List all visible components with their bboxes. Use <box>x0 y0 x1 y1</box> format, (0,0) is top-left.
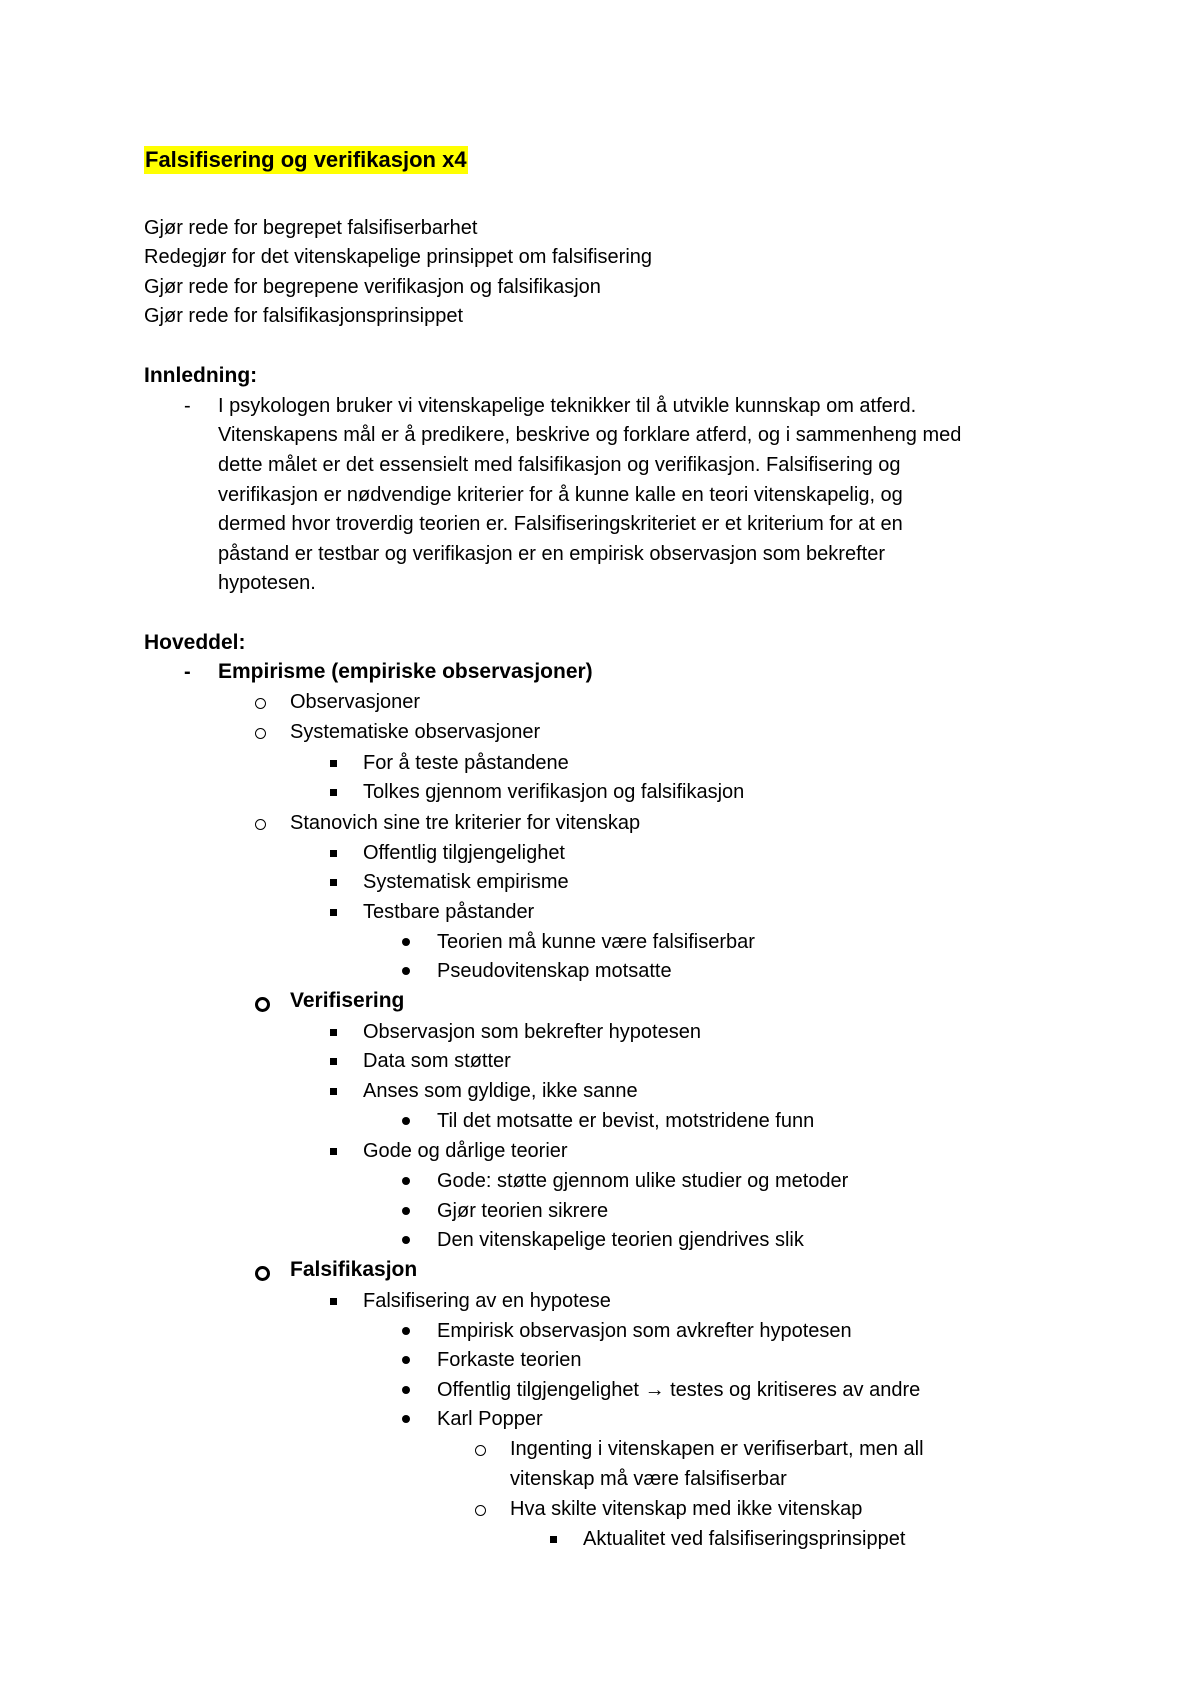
list-item: Falsifisering av en hypotese <box>363 1290 611 1312</box>
intro-line-7: hypotesen. <box>218 572 316 594</box>
circle-bullet-icon <box>255 997 270 1012</box>
intro-line-6: påstand er testbar og verifikasjon er en empirisk observasjon som bekrefter <box>218 543 885 565</box>
intro-line-3: dette målet er det essensielt med falsifikasjon og verifikasjon. Falsifisering og <box>218 454 901 476</box>
list-item-continued: vitenskap må være falsifiserbar <box>510 1468 787 1490</box>
dot-bullet-icon <box>402 1207 410 1215</box>
square-bullet-icon <box>330 760 337 767</box>
list-item: Ingenting i vitenskapen er verifiserbart, men all <box>510 1438 924 1460</box>
list-item: Karl Popper <box>437 1408 543 1430</box>
square-bullet-icon <box>330 909 337 916</box>
list-item: Testbare påstander <box>363 901 535 923</box>
dash-marker: - <box>184 395 191 417</box>
list-item: Til det motsatte er bevist, motstridene funn <box>437 1110 815 1132</box>
list-item: Pseudovitenskap motsatte <box>437 960 672 982</box>
square-bullet-icon <box>330 789 337 796</box>
list-item: Tolkes gjennom verifikasjon og falsifikasjon <box>363 781 745 803</box>
list-item: Gode: støtte gjennom ulike studier og metoder <box>437 1170 849 1192</box>
list-item: For å teste påstandene <box>363 752 569 774</box>
list-item: Aktualitet ved falsifiseringsprinsippet <box>583 1528 906 1550</box>
list-item: Forkaste teorien <box>437 1349 582 1371</box>
square-bullet-icon <box>330 1029 337 1036</box>
list-item: Observasjoner <box>290 691 421 713</box>
dot-bullet-icon <box>402 967 410 975</box>
list-item: Gode og dårlige teorier <box>363 1140 568 1162</box>
list-item: Anses som gyldige, ikke sanne <box>363 1080 638 1102</box>
circle-bullet-icon <box>255 1266 270 1281</box>
dot-bullet-icon <box>402 1236 410 1244</box>
dot-bullet-icon <box>402 1177 410 1185</box>
question-2: Redegjør for det vitenskapelige prinsippet om falsifisering <box>144 246 653 268</box>
list-item: Offentlig tilgjengelighet <box>363 842 565 864</box>
list-item: Den vitenskapelige teorien gjendrives slik <box>437 1229 804 1251</box>
list-item: Hva skilte vitenskap med ikke vitenskap <box>510 1498 863 1520</box>
question-3: Gjør rede for begrepene verifikasjon og falsifikasjon <box>144 276 601 298</box>
list-item: Gjør teorien sikrere <box>437 1200 609 1222</box>
list-item-text: Offentlig tilgjengelighet <box>437 1379 639 1401</box>
list-item: Data som støtter <box>363 1050 511 1072</box>
dot-bullet-icon <box>402 1386 410 1394</box>
circle-bullet-icon <box>255 728 266 739</box>
circle-bullet-icon <box>255 819 266 830</box>
list-item-text: testes og kritiseres av andre <box>670 1379 921 1401</box>
square-bullet-icon <box>330 1148 337 1155</box>
circle-bullet-icon <box>475 1445 486 1456</box>
list-item-with-arrow <box>437 1377 920 1403</box>
square-bullet-icon <box>330 1058 337 1065</box>
list-item: Systematisk empirisme <box>363 871 569 893</box>
square-bullet-icon <box>330 879 337 886</box>
square-bullet-icon <box>330 1088 337 1095</box>
intro-heading: Innledning: <box>144 364 258 387</box>
square-bullet-icon <box>330 850 337 857</box>
dot-bullet-icon <box>402 1356 410 1364</box>
list-item: Observasjon som bekrefter hypotesen <box>363 1021 701 1043</box>
list-item: Teorien må kunne være falsifiserbar <box>437 931 755 953</box>
dot-bullet-icon <box>402 1415 410 1423</box>
circle-bullet-icon <box>475 1505 486 1516</box>
intro-line-2: Vitenskapens mål er å predikere, beskrive og forklare atferd, og i sammenheng med <box>218 424 962 446</box>
question-4: Gjør rede for falsifikasjonsprinsippet <box>144 305 464 327</box>
arrow-right-icon: → <box>644 1379 665 1401</box>
page-title: Falsifisering og verifikasjon x4 <box>145 147 467 172</box>
main-heading: Hoveddel: <box>144 631 246 654</box>
verifisering-heading: Verifisering <box>290 989 405 1012</box>
falsifikasjon-heading: Falsifikasjon <box>290 1258 418 1281</box>
circle-bullet-icon <box>255 698 266 709</box>
intro-line-4: verifikasjon er nødvendige kriterier for å kunne kalle en teori vitenskapelig, og <box>218 484 903 506</box>
intro-line-1: I psykologen bruker vi vitenskapelige teknikker til å utvikle kunnskap om atferd. <box>218 395 917 417</box>
dash-marker: - <box>184 661 191 683</box>
intro-line-5: dermed hvor troverdig teorien er. Falsifiseringskriteriet er et kriterium for at en <box>218 513 903 535</box>
dot-bullet-icon <box>402 1327 410 1335</box>
question-1: Gjør rede for begrepet falsifiserbarhet <box>144 217 478 239</box>
empirisme-heading: Empirisme (empiriske observasjoner) <box>218 660 593 683</box>
dot-bullet-icon <box>402 938 410 946</box>
dot-bullet-icon <box>402 1117 410 1125</box>
list-item: Stanovich sine tre kriterier for vitenskap <box>290 812 641 834</box>
list-item: Systematiske observasjoner <box>290 721 541 743</box>
square-bullet-icon <box>330 1298 337 1305</box>
list-item: Empirisk observasjon som avkrefter hypotesen <box>437 1320 852 1342</box>
square-bullet-icon <box>550 1536 557 1543</box>
